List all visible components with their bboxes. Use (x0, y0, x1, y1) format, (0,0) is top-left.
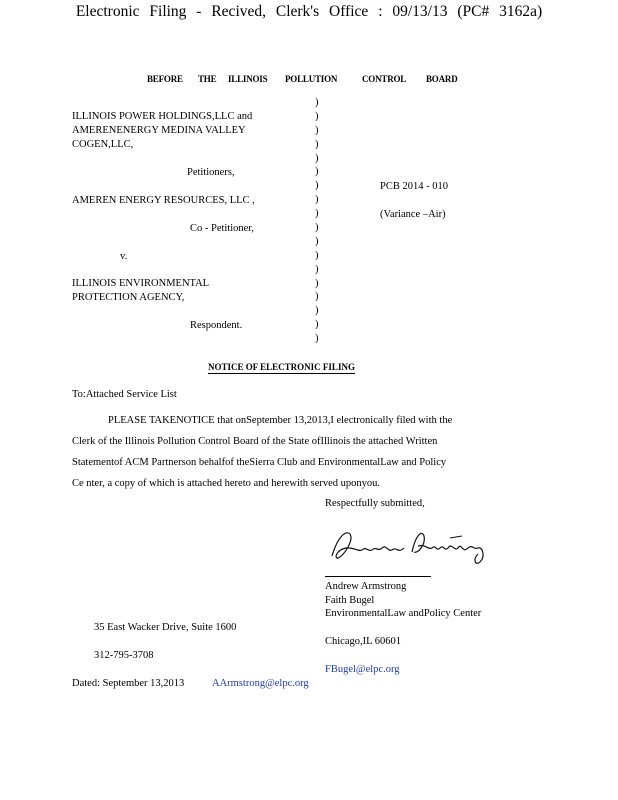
paren: ) (315, 97, 319, 108)
paren: ) (315, 305, 319, 317)
closing: Respectfully submitted, (325, 498, 425, 509)
title-word-pollution: POLLUTION (285, 74, 338, 84)
respondent-label: Respondent. (190, 320, 243, 331)
petitioner-line-1: ILLINOIS POWER HOLDINGS,LLC and (72, 111, 253, 122)
petitioners-label: Petitioners, (187, 167, 235, 178)
body-line-3: Statementof ACM Partnerson behalfof theSierra Club and EnvironmentalLaw and Policy (72, 457, 447, 468)
paren: ) (315, 124, 319, 136)
petitioner-line-3: COGEN,LLC, (72, 139, 134, 150)
paren: ) (315, 222, 319, 234)
signer-city: Chicago,IL 60601 (325, 636, 402, 647)
petitioner-names (72, 110, 277, 152)
petitioner-line-2: AMERENENERGY MEDINA VALLEY (72, 125, 246, 136)
paren: ) (315, 110, 319, 122)
paren: ) (315, 180, 319, 192)
signer-org: EnvironmentalLaw andPolicy Center (325, 608, 482, 619)
copetitioner-label: Co - Petitioner, (190, 223, 255, 234)
respondent-line-2: PROTECTION AGENCY, (72, 292, 185, 303)
to-line: To:Attached Service List (72, 389, 177, 400)
signer-name-2: Faith Bugel (325, 595, 375, 606)
respondent-line-1: ILLINOIS ENVIRONMENTAL (72, 278, 210, 289)
signature-line (325, 576, 431, 577)
signature-image (328, 526, 498, 566)
paren: ) (315, 208, 319, 220)
title-word-before: BEFORE (147, 74, 183, 84)
signer-email-link[interactable]: FBugel@elpc.org (325, 664, 400, 675)
case-type: (Variance –Air) (380, 209, 446, 220)
paren: ) (315, 277, 319, 289)
paren: ) (315, 235, 319, 247)
body-line-4: Ce nter, a copy of which is attached hereto and herewith served uponyou. (72, 478, 381, 489)
notice-title: NOTICE OF ELECTRONIC FILING (208, 362, 355, 372)
title-word-illinois: ILLINOIS (228, 74, 268, 84)
paren: ) (315, 138, 319, 150)
caption-parenthesis-column (315, 96, 323, 346)
phone: 312-795-3708 (94, 650, 154, 661)
filing-header: Electronic Filing - Recived, Clerk's Office : 09/13/13 (PC# 3162a) (75, 3, 543, 20)
dated-email-link[interactable]: AArmstrong@elpc.org (212, 678, 309, 689)
paren: ) (315, 152, 319, 164)
paren: ) (315, 333, 319, 345)
body-line-2: Clerk of the Illinois Pollution Control Board of the State ofIllinois the attached Written (72, 436, 438, 447)
copetitioner-name: AMEREN ENERGY RESOURCES, LLC , (72, 195, 255, 206)
title-word-control: CONTROL (362, 74, 407, 84)
title-word-the: THE (198, 74, 217, 84)
paren: ) (315, 249, 319, 261)
dated-label: Dated: September 13,2013 (72, 678, 185, 689)
paren: ) (315, 166, 319, 178)
body-line-1: PLEASE TAKENOTICE that onSeptember 13,2013,I electronically filed with the (108, 415, 453, 426)
paren: ) (315, 319, 319, 331)
paren: ) (315, 263, 319, 275)
paren: ) (315, 194, 319, 206)
versus: v. (120, 251, 128, 262)
case-number: PCB 2014 - 010 (380, 181, 448, 192)
address: 35 East Wacker Drive, Suite 1600 (94, 622, 237, 633)
paren: ) (315, 291, 319, 303)
title-word-board: BOARD (426, 74, 458, 84)
signer-name: Andrew Armstrong (325, 581, 407, 592)
